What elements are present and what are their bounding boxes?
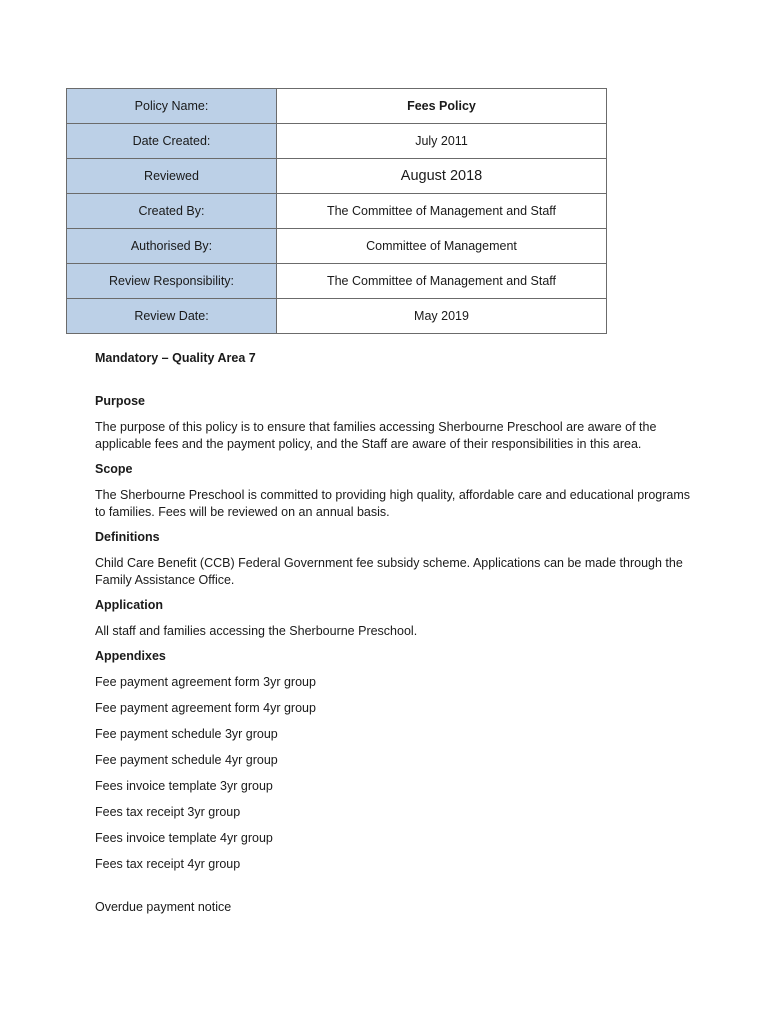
table-row [67,299,607,334]
list-item: Fees tax receipt 4yr group [95,857,241,871]
policy-info-table [66,88,607,334]
date-created-value: July 2011 [277,124,607,159]
policy-name-label: Policy Name: [67,89,277,124]
application-text: All staff and families accessing the Sherbourne Preschool. [95,624,418,638]
list-item: Fee payment agreement form 4yr group [95,701,316,715]
list-item: Fee payment schedule 4yr group [95,753,278,767]
purpose-heading: Purpose [95,394,146,408]
list-item: Fees tax receipt 3yr group [95,805,241,819]
list-item: Fees invoice template 4yr group [95,831,273,845]
review-responsibility-label: Review Responsibility: [67,264,277,299]
scope-heading: Scope [95,462,133,476]
table-row [67,89,607,124]
created-by-value: The Committee of Management and Staff [277,194,607,229]
date-created-label: Date Created: [67,124,277,159]
definitions-text: Child Care Benefit (CCB) Federal Government fee subsidy scheme. Applications can be made through the Family Assistance Office. [95,556,683,587]
scope-text: The Sherbourne Preschool is committed to providing high quality, affordable care and educational programs to families. Fees will be reviewed on an annual basis. [95,488,691,519]
authorised-by-value: Committee of Management [277,229,607,264]
table-row [67,229,607,264]
table-row [67,264,607,299]
policy-name-value: Fees Policy [277,89,607,124]
list-item: Fees invoice template 3yr group [95,779,273,793]
created-by-label: Created By: [67,194,277,229]
review-date-label: Review Date: [67,299,277,334]
overdue-payment-notice: Overdue payment notice [95,900,232,914]
definitions-heading: Definitions [95,530,160,544]
reviewed-value: August 2018 [277,159,607,194]
review-responsibility-value: The Committee of Management and Staff [277,264,607,299]
table-row [67,194,607,229]
application-heading: Application [95,598,164,612]
appendixes-heading: Appendixes [95,649,166,663]
appendix-list [95,674,695,873]
reviewed-label: Reviewed [67,159,277,194]
mandatory-heading: Mandatory – Quality Area 7 [95,351,256,365]
list-item: Fee payment agreement form 3yr group [95,675,316,689]
list-item: Fee payment schedule 3yr group [95,727,278,741]
table-row [67,124,607,159]
authorised-by-label: Authorised By: [67,229,277,264]
purpose-text: The purpose of this policy is to ensure that families accessing Sherbourne Preschool are aware of the applicable fees and the payment policy, and the Staff are aware of their responsibilities in this area. [95,420,657,451]
policy-body [95,350,695,924]
table-row [67,159,607,194]
review-date-value: May 2019 [277,299,607,334]
